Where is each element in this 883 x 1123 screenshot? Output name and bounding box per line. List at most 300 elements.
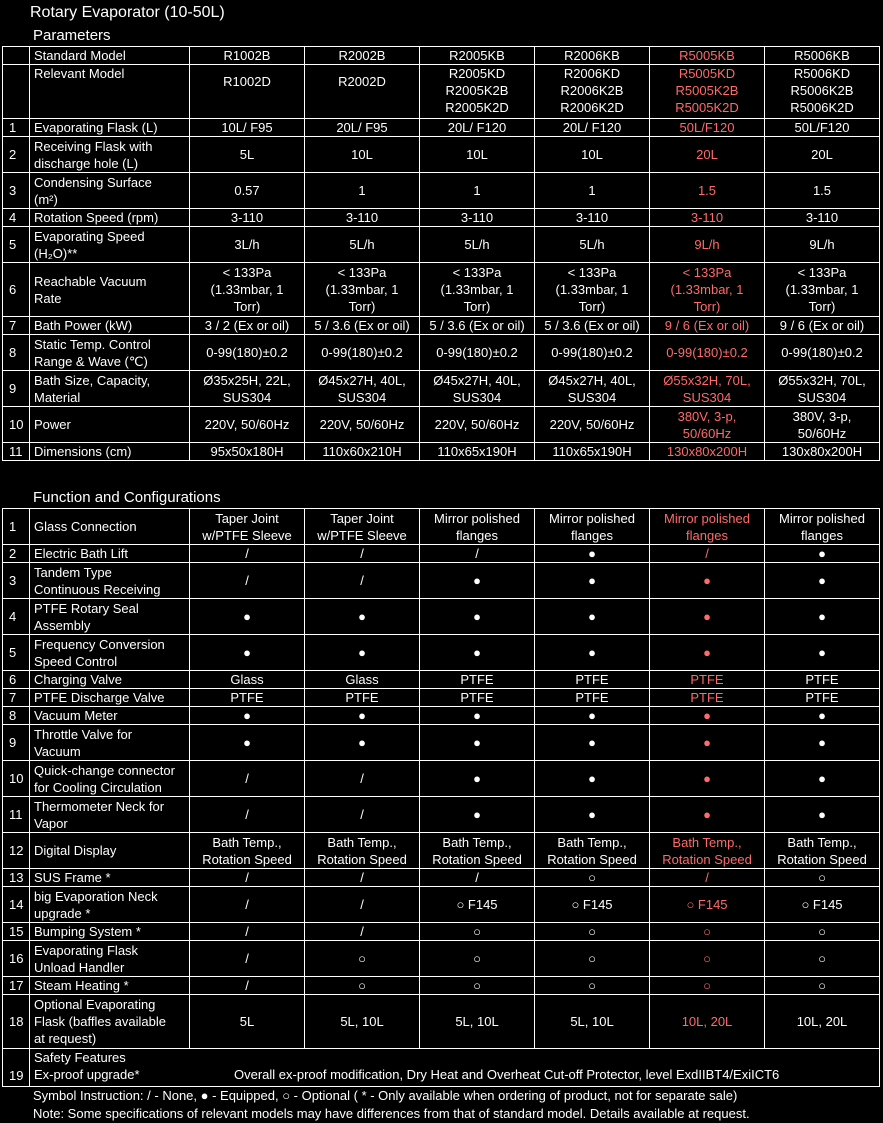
row-number: 1 xyxy=(3,509,30,545)
value-cell xyxy=(650,371,765,407)
row-number: 2 xyxy=(3,137,30,173)
row-label xyxy=(30,443,190,461)
value-cell xyxy=(650,635,765,671)
row-label xyxy=(30,371,190,407)
value-cell xyxy=(190,797,305,833)
value-cell xyxy=(650,833,765,869)
value-cell xyxy=(420,227,535,263)
cell-line: Taper Joint xyxy=(330,510,394,526)
value-cell xyxy=(765,995,880,1049)
row-number: 19 xyxy=(3,1049,30,1087)
cell-line: 50/60Hz xyxy=(682,425,732,441)
cell-line: 20L/ F95 xyxy=(336,120,388,135)
cell-line: Rotation Speed xyxy=(432,851,522,867)
value-cell xyxy=(535,227,650,263)
value-cell xyxy=(305,833,420,869)
cell-line: ● xyxy=(588,771,596,786)
value-cell xyxy=(420,371,535,407)
cell-line: 1 xyxy=(473,183,481,198)
cell-line: ● xyxy=(358,708,366,723)
value-cell xyxy=(765,833,880,869)
cell-line: Ø45x27H, 40L, xyxy=(548,372,636,388)
row-number: 10 xyxy=(3,761,30,797)
cell-line: Condensing Surface xyxy=(34,174,152,190)
value-cell xyxy=(420,263,535,317)
cell-line: R2005KD xyxy=(448,66,506,81)
cell-line: Charging Valve xyxy=(34,672,122,687)
value-cell xyxy=(765,887,880,923)
row-number xyxy=(3,65,30,119)
cell-line: 5L xyxy=(239,1014,255,1029)
value-cell xyxy=(305,263,420,317)
row-label xyxy=(30,761,190,797)
value-cell xyxy=(190,725,305,761)
value-cell xyxy=(305,563,420,599)
cell-line: Bath Temp., xyxy=(327,834,397,850)
cell-line: Bath Temp., xyxy=(557,834,627,850)
functions-header: Function and Configurations xyxy=(33,489,221,506)
cell-line: PTFE xyxy=(460,672,494,687)
cell-line: Evaporating Flask xyxy=(34,942,139,958)
row-number: 5 xyxy=(3,635,30,671)
row-number: 18 xyxy=(3,995,30,1049)
row-label xyxy=(30,209,190,227)
value-cell xyxy=(420,173,535,209)
table-row xyxy=(3,689,880,707)
cell-line: flanges xyxy=(456,527,498,543)
value-cell xyxy=(190,509,305,545)
cell-line: Torr) xyxy=(348,299,376,314)
row-label xyxy=(30,137,190,173)
row-number: 16 xyxy=(3,941,30,977)
cell-line: Glass Connection xyxy=(34,519,137,534)
cell-line: Torr) xyxy=(463,299,491,314)
cell-line: Unload Handler xyxy=(34,959,125,975)
cell-line: / xyxy=(245,573,249,588)
footer-note: Note: Some specifications of relevant models may have differences from that of standard model. Details available at request. xyxy=(33,1106,750,1121)
value-cell xyxy=(305,995,420,1049)
cell-line: 3-110 xyxy=(805,210,839,225)
cell-line: 3-110 xyxy=(690,210,724,225)
model-cell: R2006KB xyxy=(535,47,650,65)
functions-table xyxy=(2,508,880,1087)
parameters-table xyxy=(2,46,880,461)
value-cell xyxy=(765,689,880,707)
table-row xyxy=(3,209,880,227)
value-cell xyxy=(190,173,305,209)
row-label xyxy=(30,317,190,335)
value-cell xyxy=(190,689,305,707)
cell-line: R2006K2D xyxy=(560,100,624,115)
value-cell xyxy=(765,635,880,671)
value-cell xyxy=(305,671,420,689)
value-cell xyxy=(535,797,650,833)
cell-line: PTFE xyxy=(805,672,839,687)
value-cell xyxy=(650,173,765,209)
table-row xyxy=(3,47,880,65)
value-cell xyxy=(765,869,880,887)
cell-line: (1.33mbar, 1 xyxy=(670,282,744,297)
cell-line: ● xyxy=(473,807,481,822)
value-cell xyxy=(190,563,305,599)
value-cell xyxy=(420,869,535,887)
cell-line: ● xyxy=(818,771,826,786)
cell-line: ● xyxy=(703,645,711,660)
value-cell xyxy=(190,407,305,443)
value-cell xyxy=(535,371,650,407)
cell-line: Dimensions (cm) xyxy=(34,444,132,459)
cell-line: Mirror polished xyxy=(549,510,635,526)
value-cell xyxy=(650,689,765,707)
cell-line: ● xyxy=(818,645,826,660)
cell-line: 0-99(180)±0.2 xyxy=(551,345,633,360)
value-cell xyxy=(765,335,880,371)
value-cell xyxy=(765,545,880,563)
cell-line: 110x60x210H xyxy=(322,444,402,459)
table-row xyxy=(3,1049,880,1087)
cell-line: 0-99(180)±0.2 xyxy=(206,345,288,360)
cell-line: / xyxy=(245,951,249,966)
cell-line: / xyxy=(245,978,249,993)
cell-line: Torr) xyxy=(693,299,721,314)
value-cell xyxy=(420,335,535,371)
value-cell xyxy=(535,599,650,635)
value-cell xyxy=(535,761,650,797)
value-cell xyxy=(305,119,420,137)
value-cell xyxy=(190,227,305,263)
cell-line: Assembly xyxy=(34,617,91,633)
cell-line: ● xyxy=(473,708,481,723)
cell-line: / xyxy=(705,870,709,885)
cell-line: 5L/h xyxy=(464,237,490,252)
row-number: 17 xyxy=(3,977,30,995)
value-cell xyxy=(190,707,305,725)
cell-line: Ø35x25H, 22L, xyxy=(203,372,291,388)
value-cell xyxy=(305,761,420,797)
safety-row xyxy=(34,1066,877,1083)
cell-line: Glass xyxy=(345,672,379,687)
model-cell: R1002B xyxy=(190,47,305,65)
value-cell xyxy=(650,545,765,563)
cell-line: Rotation Speed (rpm) xyxy=(34,210,159,225)
table-row xyxy=(3,797,880,833)
cell-line: SUS304 xyxy=(567,389,617,405)
cell-line: 50L/F120 xyxy=(794,120,850,135)
row-number: 9 xyxy=(3,725,30,761)
value-cell xyxy=(765,563,880,599)
row-label xyxy=(30,671,190,689)
cell-line: < 133Pa xyxy=(797,265,847,280)
cell-line: < 133Pa xyxy=(337,265,387,280)
value-cell xyxy=(650,995,765,1049)
safety-value: Overall ex-proof modification, Dry Heat and Overheat Cut-off Protector, level ExdIIBT4/ExiICT6 xyxy=(234,1067,780,1082)
value-cell xyxy=(190,317,305,335)
table-row xyxy=(3,65,880,119)
cell-line: 0-99(180)±0.2 xyxy=(781,345,863,360)
cell-line: Rate xyxy=(34,290,62,306)
value-cell xyxy=(420,887,535,923)
row-label xyxy=(30,335,190,371)
cell-line: 3-110 xyxy=(345,210,379,225)
cell-line: ● xyxy=(818,807,826,822)
value-cell xyxy=(535,689,650,707)
value-cell xyxy=(420,689,535,707)
cell-line: Mirror polished xyxy=(434,510,520,526)
cell-line: Evaporating Flask (L) xyxy=(34,120,158,135)
value-cell xyxy=(535,671,650,689)
model-cell: R5005KB xyxy=(650,47,765,65)
cell-line: Bumping System * xyxy=(34,924,141,939)
cell-line: / xyxy=(245,546,249,561)
cell-line: Optional Evaporating xyxy=(34,997,156,1012)
value-cell xyxy=(650,923,765,941)
cell-line: Receiving Flask with xyxy=(34,138,153,154)
cell-line: SUS304 xyxy=(337,389,387,405)
value-cell xyxy=(420,599,535,635)
value-cell xyxy=(305,173,420,209)
cell-line: PTFE xyxy=(805,690,839,705)
value-cell xyxy=(420,923,535,941)
cell-line: 110x65x190H xyxy=(437,444,517,459)
value-cell xyxy=(420,317,535,335)
model-cell xyxy=(650,65,765,119)
value-cell xyxy=(305,335,420,371)
cell-line: 9 / 6 (Ex or oil) xyxy=(664,318,750,333)
cell-line: 5 / 3.6 (Ex or oil) xyxy=(544,318,640,333)
row-number: 11 xyxy=(3,443,30,461)
cell-line: w/PTFE Sleeve xyxy=(202,527,292,543)
cell-line: 0.57 xyxy=(234,183,260,198)
cell-line: PTFE Discharge Valve xyxy=(34,690,165,705)
table-row xyxy=(3,407,880,443)
value-cell xyxy=(650,227,765,263)
table-row xyxy=(3,173,880,209)
model-cell xyxy=(535,65,650,119)
value-cell xyxy=(305,509,420,545)
row-label xyxy=(30,563,190,599)
value-cell xyxy=(650,119,765,137)
row-number: 4 xyxy=(3,209,30,227)
cell-line: Rotation Speed xyxy=(547,851,637,867)
value-cell xyxy=(765,317,880,335)
cell-line: ○ xyxy=(818,951,826,966)
cell-line: 220V, 50/60Hz xyxy=(204,417,290,432)
cell-line: / xyxy=(360,897,364,912)
row-label xyxy=(30,635,190,671)
cell-line: ● xyxy=(473,735,481,750)
value-cell xyxy=(190,545,305,563)
cell-line: ○ xyxy=(358,951,366,966)
cell-line: ○ F145 xyxy=(686,897,728,912)
cell-line: 5L, 10L xyxy=(455,1014,499,1029)
row-number: 7 xyxy=(3,317,30,335)
row-label xyxy=(30,887,190,923)
cell-line: Throttle Valve for xyxy=(34,726,133,742)
value-cell xyxy=(190,941,305,977)
row-number: 10 xyxy=(3,407,30,443)
cell-line: ● xyxy=(818,609,826,624)
cell-line: Rotation Speed xyxy=(202,851,292,867)
cell-line: Speed Control xyxy=(34,653,118,669)
cell-line: Static Temp. Control xyxy=(34,336,151,352)
row-number: 15 xyxy=(3,923,30,941)
row-number: 8 xyxy=(3,335,30,371)
value-cell xyxy=(305,407,420,443)
value-cell xyxy=(305,371,420,407)
value-cell xyxy=(765,599,880,635)
value-cell xyxy=(650,707,765,725)
value-cell xyxy=(650,725,765,761)
safety-features-cell xyxy=(30,1049,880,1087)
cell-line: 95x50x180H xyxy=(210,444,284,459)
cell-line: R2005K2D xyxy=(445,100,509,115)
row-number: 7 xyxy=(3,689,30,707)
cell-line: 10L/ F95 xyxy=(221,120,273,135)
row-number: 4 xyxy=(3,599,30,635)
value-cell xyxy=(305,887,420,923)
value-cell xyxy=(420,995,535,1049)
row-label xyxy=(30,599,190,635)
cell-line: Ø55x32H, 70L, xyxy=(663,372,751,388)
cell-line: 5L/h xyxy=(349,237,375,252)
cell-line: < 133Pa xyxy=(452,265,502,280)
value-cell xyxy=(535,707,650,725)
table-row xyxy=(3,869,880,887)
value-cell xyxy=(535,995,650,1049)
cell-line: 10L xyxy=(581,147,603,162)
cell-line: SUS Frame * xyxy=(34,870,111,885)
row-label xyxy=(30,797,190,833)
cell-line: ○ xyxy=(818,870,826,885)
cell-line: ● xyxy=(588,807,596,822)
cell-line: 50/60Hz xyxy=(797,425,847,441)
value-cell xyxy=(420,761,535,797)
table-row xyxy=(3,707,880,725)
value-cell xyxy=(765,119,880,137)
row-number: 6 xyxy=(3,263,30,317)
cell-line: Evaporating Speed xyxy=(34,228,145,244)
cell-line: ● xyxy=(818,573,826,588)
cell-line: 10L xyxy=(351,147,373,162)
value-cell xyxy=(535,869,650,887)
value-cell xyxy=(190,761,305,797)
value-cell xyxy=(420,443,535,461)
cell-line: R5005K2B xyxy=(675,83,739,98)
model-cell: R5006KB xyxy=(765,47,880,65)
cell-line: < 133Pa xyxy=(222,265,272,280)
cell-line: 0-99(180)±0.2 xyxy=(436,345,518,360)
value-cell xyxy=(305,725,420,761)
cell-line: 0-99(180)±0.2 xyxy=(666,345,748,360)
row-label xyxy=(30,227,190,263)
cell-line: ● xyxy=(588,573,596,588)
cell-line: Vacuum Meter xyxy=(34,708,118,723)
cell-line: ○ F145 xyxy=(456,897,498,912)
row-number: 1 xyxy=(3,119,30,137)
row-number: 3 xyxy=(3,563,30,599)
cell-line: / xyxy=(360,546,364,561)
cell-line: 5 / 3.6 (Ex or oil) xyxy=(314,318,410,333)
value-cell xyxy=(190,443,305,461)
symbol-instruction: Symbol Instruction: / - None, ● - Equipped, ○ - Optional ( * - Only available when ordering of product, not for separate sale) xyxy=(33,1088,738,1103)
cell-line: PTFE xyxy=(575,672,609,687)
value-cell xyxy=(650,407,765,443)
cell-line: ○ F145 xyxy=(801,897,843,912)
cell-line: Rotation Speed xyxy=(662,851,752,867)
table-row xyxy=(3,833,880,869)
table-row xyxy=(3,671,880,689)
row-number xyxy=(3,47,30,65)
value-cell xyxy=(765,263,880,317)
value-cell xyxy=(535,209,650,227)
value-cell xyxy=(190,923,305,941)
table-row xyxy=(3,227,880,263)
cell-line: ○ xyxy=(473,924,481,939)
cell-line: 220V, 50/60Hz xyxy=(434,417,520,432)
cell-line: ● xyxy=(473,645,481,660)
cell-line: / xyxy=(475,546,479,561)
cell-line: / xyxy=(245,924,249,939)
cell-line: ● xyxy=(703,708,711,723)
cell-line: 5L/h xyxy=(579,237,605,252)
cell-line: (1.33mbar, 1 xyxy=(785,282,859,297)
cell-line: 130x80x200H xyxy=(666,444,748,459)
value-cell xyxy=(650,941,765,977)
cell-line: SUS304 xyxy=(682,389,732,405)
cell-line: R5006K2B xyxy=(790,83,854,98)
row-label xyxy=(30,923,190,941)
value-cell xyxy=(765,977,880,995)
cell-line: Range & Wave (℃) xyxy=(34,353,148,369)
cell-line: 9L/h xyxy=(809,237,835,252)
cell-line: R5005K2D xyxy=(675,100,739,115)
table-row xyxy=(3,977,880,995)
row-label xyxy=(30,509,190,545)
value-cell xyxy=(305,599,420,635)
value-cell xyxy=(535,509,650,545)
cell-line: 220V, 50/60Hz xyxy=(549,417,635,432)
value-cell xyxy=(190,335,305,371)
row-label xyxy=(30,941,190,977)
value-cell xyxy=(765,707,880,725)
cell-line: ● xyxy=(473,609,481,624)
table-row xyxy=(3,635,880,671)
row-label xyxy=(30,119,190,137)
cell-line: SUS304 xyxy=(222,389,272,405)
cell-line: SUS304 xyxy=(452,389,502,405)
cell-line: ● xyxy=(588,609,596,624)
cell-line: / xyxy=(245,897,249,912)
cell-line: 3 / 2 (Ex or oil) xyxy=(204,318,290,333)
table-row xyxy=(3,263,880,317)
cell-line: ● xyxy=(358,609,366,624)
cell-line: (1.33mbar, 1 xyxy=(325,282,399,297)
table-row xyxy=(3,545,880,563)
value-cell xyxy=(305,545,420,563)
cell-line: Tandem Type xyxy=(34,564,112,580)
value-cell xyxy=(765,941,880,977)
cell-line: ● xyxy=(703,807,711,822)
cell-line: ○ xyxy=(703,924,711,939)
cell-line: / xyxy=(360,807,364,822)
row-number: 8 xyxy=(3,707,30,725)
value-cell xyxy=(420,209,535,227)
cell-line: Mirror polished xyxy=(779,510,865,526)
cell-line: PTFE xyxy=(345,690,379,705)
cell-line: ● xyxy=(588,708,596,723)
value-cell xyxy=(305,977,420,995)
cell-line: 3-110 xyxy=(230,210,264,225)
